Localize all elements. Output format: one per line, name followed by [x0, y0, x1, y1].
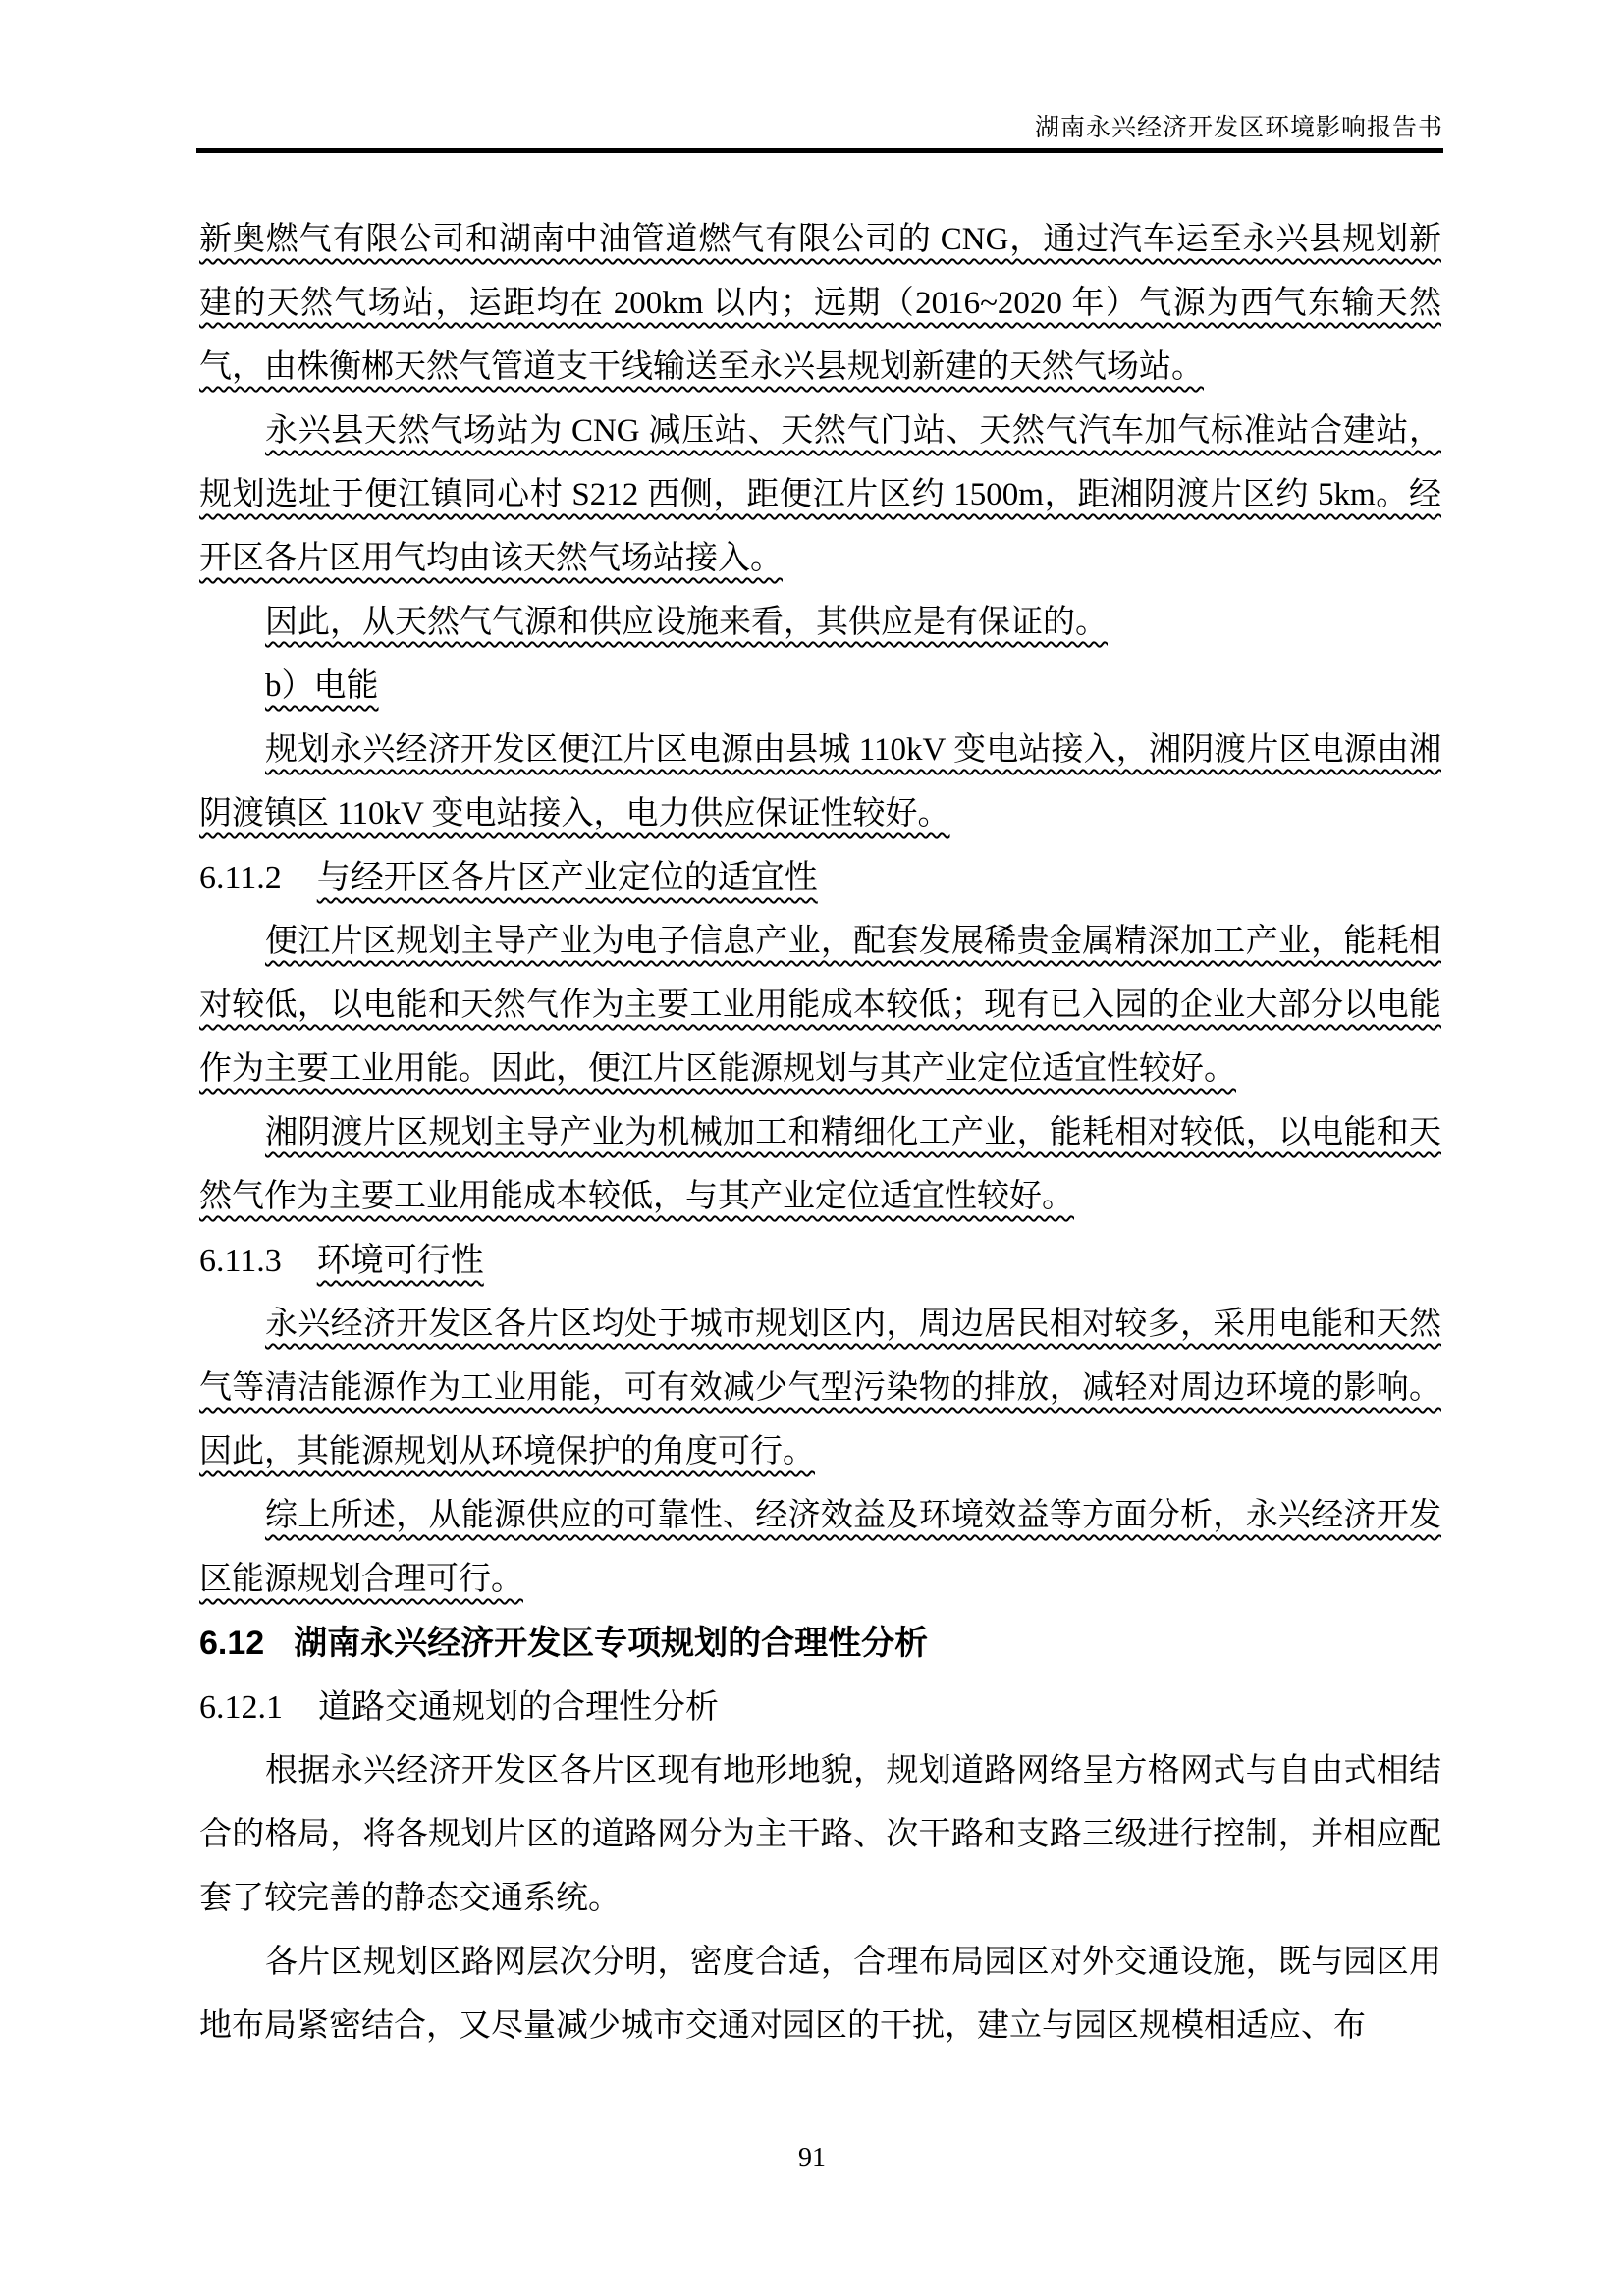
paragraph-item-b-electric: b）电能: [265, 668, 379, 704]
paragraph-energy-summary: 综上所述，从能源供应的可靠性、经济效益及环境效益等方面分析，永兴经济开发区能源规划合理可行。: [199, 1498, 1441, 1597]
heading-title: 湖南永兴经济开发区专项规划的合理性分析: [294, 1625, 929, 1662]
report-title-header: 湖南永兴经济开发区环境影响报告书: [1034, 115, 1443, 141]
section-heading-6-11-2: [199, 846, 1441, 910]
paragraph-gas-station: 永兴县天然气场站为 CNG 减压站、天然气门站、天然气汽车加气标准站合建站，规划选址于便江镇同心村 S212 西侧，距便江片区约 1500m，距湘阴渡片区约 5km。经开区各片区用气均由该天然气场站接入。: [199, 413, 1441, 576]
section-heading-6-11-3: [199, 1229, 1441, 1293]
document-body: [199, 208, 1441, 2058]
paragraph-electric-supply: 规划永兴经济开发区便江片区电源由县城 110kV 变电站接入，湘阴渡片区电源由湘阴渡镇区 110kV 变电站接入，电力供应保证性较好。: [199, 732, 1441, 831]
section-heading-6-12-1: [199, 1676, 1441, 1739]
section-heading-6-12: [199, 1612, 1441, 1676]
paragraph-gas-supply-continued: 新奥燃气有限公司和湖南中油管道燃气有限公司的 CNG，通过汽车运至永兴县规划新建的天然气场站，运距均在 200km 以内；远期（2016~2020 年）气源为西气东输天然气，由株衡郴天然气管道支干线输送至永兴县规划新建的天然气场站。: [199, 222, 1441, 385]
heading-number: 6.11.2: [199, 860, 282, 896]
paragraph-road-network: 根据永兴经济开发区各片区现有地形地貌，规划道路网络呈方格网式与自由式相结合的格局，将各规划片区的道路网分为主干路、次干路和支路三级进行控制，并相应配套了较完善的静态交通系统。: [199, 1753, 1441, 1916]
heading-title: 与经开区各片区产业定位的适宜性: [316, 860, 818, 896]
paragraph-gas-conclusion: 因此，从天然气气源和供应设施来看，其供应是有保证的。: [265, 605, 1108, 640]
page-number: 91: [798, 2143, 826, 2173]
header-divider-rule: [196, 148, 1443, 153]
paragraph-environment-feasibility: 永兴经济开发区各片区均处于城市规划区内，周边居民相对较多，采用电能和天然气等清洁能源作为工业用能，可有效减少气型污染物的排放，减轻对周边环境的影响。因此，其能源规划从环境保护的角度可行。: [199, 1307, 1441, 1469]
heading-title: 环境可行性: [316, 1243, 484, 1279]
heading-number: 6.11.3: [199, 1243, 282, 1279]
paragraph-xiangyindu-industry: 湘阴渡片区规划主导产业为机械加工和精细化工产业，能耗相对较低，以电能和天然气作为主要工业用能成本较低，与其产业定位适宜性较好。: [199, 1115, 1441, 1214]
heading-number: 6.12.1: [199, 1689, 283, 1726]
heading-title: 道路交通规划的合理性分析: [318, 1689, 719, 1726]
paragraph-bianjiang-industry: 便江片区规划主导产业为电子信息产业，配套发展稀贵金属精深加工产业，能耗相对较低，以电能和天然气作为主要工业用能成本较低；现有已入园的企业大部分以电能作为主要工业用能。因此，便江片区能源规划与其产业定位适宜性较好。: [199, 924, 1441, 1087]
paragraph-road-layout: 各片区规划区路网层次分明，密度合适，合理布局园区对外交通设施，既与园区用地布局紧密结合，又尽量减少城市交通对园区的干扰，建立与园区规模相适应、布: [199, 1945, 1441, 2044]
heading-number: 6.12: [199, 1625, 265, 1662]
